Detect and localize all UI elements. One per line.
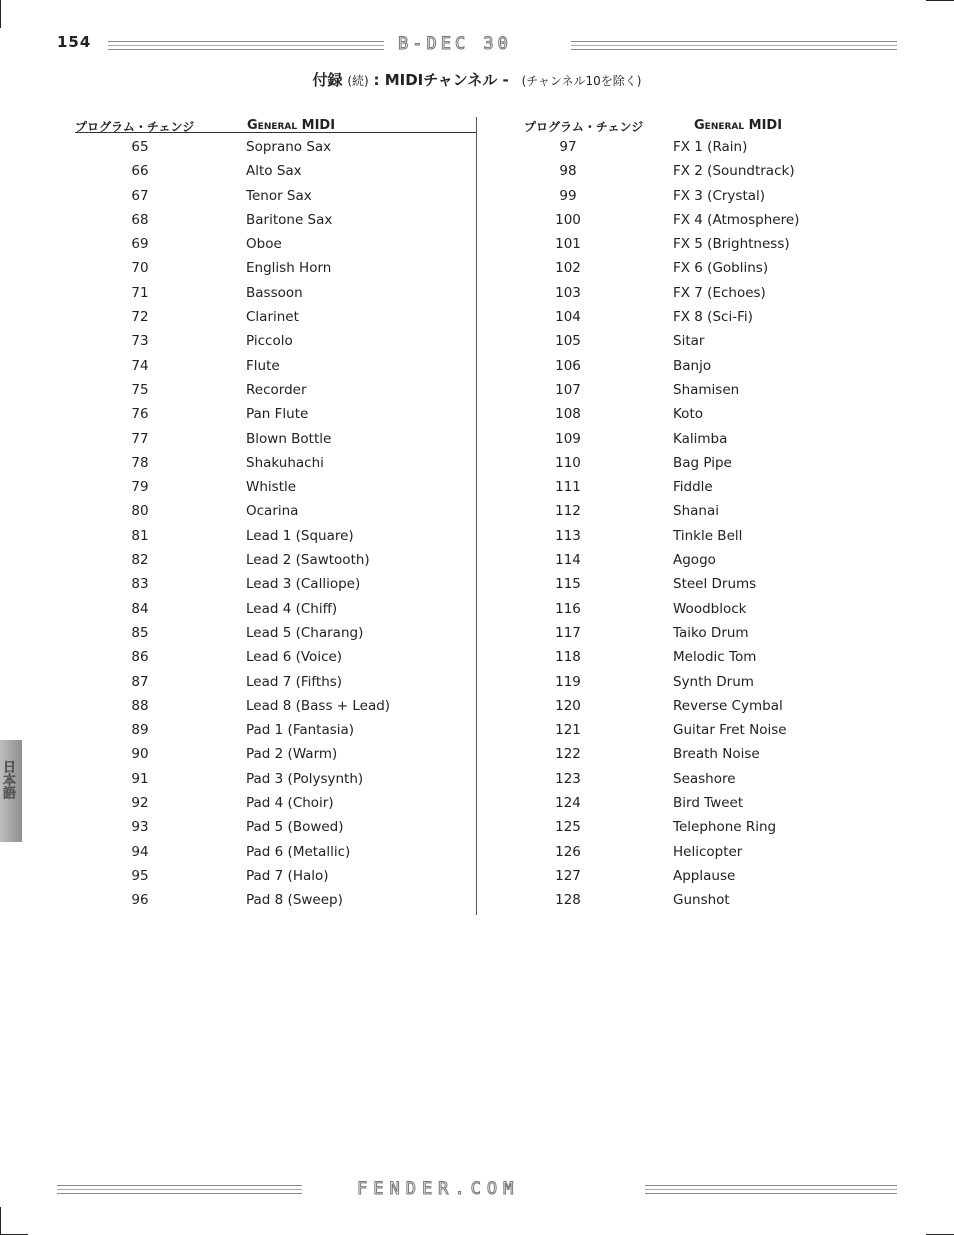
instrument-name: Steel Drums <box>673 576 757 593</box>
program-number: 98 <box>559 163 577 180</box>
crop-mark-top-right <box>926 0 954 1</box>
right-header-general-midi: General MIDI <box>694 118 783 133</box>
instrument-name: Agogo <box>673 552 716 569</box>
footer-rule-right <box>645 1185 897 1194</box>
table-row <box>477 233 954 257</box>
instrument-name: Soprano Sax <box>246 139 332 155</box>
table-row <box>0 646 476 670</box>
instrument-name: Clarinet <box>246 309 299 326</box>
program-number: 128 <box>555 892 581 909</box>
program-number: 105 <box>555 333 581 350</box>
program-number: 126 <box>555 843 581 860</box>
program-number: 93 <box>131 819 149 836</box>
language-side-tab <box>0 740 22 842</box>
instrument-name: Melodic Tom <box>673 649 757 666</box>
instrument-name: Kalimba <box>673 430 728 447</box>
program-number: 68 <box>131 211 149 228</box>
program-number: 117 <box>555 624 581 641</box>
instrument-name: Pad 6 (Metallic) <box>246 843 351 860</box>
instrument-name: Pad 8 (Sweep) <box>246 892 343 909</box>
left-header-underline <box>75 132 476 133</box>
program-number: 77 <box>131 430 149 447</box>
instrument-name: Shakuhachi <box>246 454 324 471</box>
table-row <box>0 768 476 792</box>
instrument-name: Telephone Ring <box>673 819 777 836</box>
page-number: 154 <box>57 33 92 51</box>
footer-rule-left <box>57 1185 302 1194</box>
program-number: 91 <box>131 770 149 787</box>
table-row <box>477 719 954 743</box>
title-prefix: 付録 <box>312 71 343 89</box>
program-number: 123 <box>555 770 581 787</box>
instrument-name: Lead 1 (Square) <box>246 527 354 544</box>
instrument-name: Lead 3 (Calliope) <box>246 576 361 593</box>
program-number: 92 <box>131 795 149 812</box>
table-row <box>477 792 954 816</box>
table-row <box>477 452 954 476</box>
instrument-name: Banjo <box>673 357 712 374</box>
program-number: 78 <box>131 454 149 471</box>
table-row <box>477 355 954 379</box>
program-number: 79 <box>131 479 149 496</box>
table-row <box>0 160 476 184</box>
instrument-name: Pad 5 (Bowed) <box>246 819 344 836</box>
table-row <box>477 573 954 597</box>
table-row <box>0 403 476 427</box>
table-row <box>0 500 476 524</box>
table-row <box>477 889 954 913</box>
instrument-name: Breath Noise <box>673 746 760 763</box>
table-row <box>477 379 954 403</box>
instrument-name: Recorder <box>246 381 307 398</box>
title-main: : MIDIチャンネル - <box>373 71 509 89</box>
instrument-name: Sitar <box>673 333 705 350</box>
instrument-name: Flute <box>246 357 280 374</box>
program-number: 70 <box>131 260 149 277</box>
left-header-general-midi: General MIDI <box>247 118 336 133</box>
program-number: 76 <box>131 406 149 423</box>
program-number: 116 <box>555 600 581 617</box>
program-number: 75 <box>131 381 149 398</box>
table-row <box>477 282 954 306</box>
table-row <box>477 646 954 670</box>
program-number: 113 <box>555 527 581 544</box>
instrument-name: Taiko Drum <box>673 624 749 641</box>
table-row <box>477 816 954 840</box>
table-row <box>0 428 476 452</box>
instrument-name: Lead 2 (Sawtooth) <box>246 552 370 569</box>
table-row <box>0 792 476 816</box>
instrument-name: Pad 3 (Polysynth) <box>246 770 364 787</box>
table-row <box>0 841 476 865</box>
program-number: 81 <box>131 527 149 544</box>
table-row <box>477 841 954 865</box>
instrument-name: Lead 6 (Voice) <box>246 649 343 666</box>
header-rule-left <box>108 41 384 50</box>
page-title <box>0 69 954 90</box>
instrument-name: Alto Sax <box>246 163 302 180</box>
table-row <box>0 355 476 379</box>
instrument-name: Guitar Fret Noise <box>673 722 787 739</box>
table-row <box>0 476 476 500</box>
table-row <box>0 525 476 549</box>
program-number: 122 <box>555 746 581 763</box>
table-row <box>477 160 954 184</box>
table-row <box>477 695 954 719</box>
table-row <box>477 330 954 354</box>
instrument-name: Pad 4 (Choir) <box>246 795 334 812</box>
program-number: 89 <box>131 722 149 739</box>
instrument-name: Koto <box>673 406 703 423</box>
table-row <box>0 185 476 209</box>
program-number: 99 <box>559 187 577 204</box>
table-row <box>0 743 476 767</box>
instrument-name: Pad 7 (Halo) <box>246 867 329 884</box>
table-row <box>0 719 476 743</box>
program-number: 67 <box>131 187 149 204</box>
program-number: 74 <box>131 357 149 374</box>
table-row <box>477 768 954 792</box>
table-row <box>477 865 954 889</box>
program-number: 115 <box>555 576 581 593</box>
program-number: 125 <box>555 819 581 836</box>
program-number: 65 <box>131 139 149 155</box>
instrument-name: Baritone Sax <box>246 211 333 228</box>
program-number: 112 <box>555 503 581 520</box>
program-number: 96 <box>131 892 149 909</box>
table-row <box>0 257 476 281</box>
program-number: 111 <box>555 479 581 496</box>
program-number: 127 <box>555 867 581 884</box>
instrument-name: Tinkle Bell <box>673 527 743 544</box>
instrument-name: Lead 8 (Bass + Lead) <box>246 697 391 714</box>
program-number: 106 <box>555 357 581 374</box>
program-number: 121 <box>555 722 581 739</box>
program-number: 100 <box>555 211 581 228</box>
table-row <box>0 233 476 257</box>
table-row <box>477 598 954 622</box>
table-row <box>0 209 476 233</box>
instrument-name: Bird Tweet <box>673 795 744 812</box>
program-number: 69 <box>131 236 149 253</box>
instrument-name: FX 1 (Rain) <box>673 139 748 155</box>
table-row <box>477 476 954 500</box>
table-row <box>477 428 954 452</box>
instrument-name: Tenor Sax <box>246 187 312 204</box>
instrument-name: Whistle <box>246 479 297 496</box>
program-number: 109 <box>555 430 581 447</box>
table-row <box>0 306 476 330</box>
table-row <box>477 257 954 281</box>
program-number: 87 <box>131 673 149 690</box>
instrument-name: Lead 4 (Chiff) <box>246 600 338 617</box>
instrument-name: FX 8 (Sci-Fi) <box>673 309 753 326</box>
table-row <box>0 452 476 476</box>
title-note: (チャンネル10を除く) <box>521 74 642 88</box>
instrument-name: Pad 1 (Fantasia) <box>246 722 355 739</box>
instrument-name: Bag Pipe <box>673 454 732 471</box>
table-row <box>0 136 476 160</box>
instrument-name: Pan Flute <box>246 406 309 423</box>
right-table <box>477 136 954 914</box>
program-number: 108 <box>555 406 581 423</box>
instrument-name: Oboe <box>246 236 282 253</box>
instrument-name: Bassoon <box>246 284 303 301</box>
instrument-name: FX 5 (Brightness) <box>673 236 790 253</box>
table-row <box>477 209 954 233</box>
crop-mark-top-left <box>0 0 1 28</box>
instrument-name: Lead 5 (Charang) <box>246 624 364 641</box>
table-row <box>0 598 476 622</box>
instrument-name: Shamisen <box>673 381 740 398</box>
title-continued: (続) <box>347 74 369 88</box>
table-row <box>0 671 476 695</box>
program-number: 73 <box>131 333 149 350</box>
program-number: 85 <box>131 624 149 641</box>
instrument-name: Synth Drum <box>673 673 754 690</box>
instrument-name: Pad 2 (Warm) <box>246 746 338 763</box>
left-header-program-change: プログラム・チェンジ <box>75 120 195 134</box>
instrument-name: FX 4 (Atmosphere) <box>673 211 800 228</box>
program-number: 86 <box>131 649 149 666</box>
program-number: 84 <box>131 600 149 617</box>
instrument-name: FX 3 (Crystal) <box>673 187 766 204</box>
program-number: 118 <box>555 649 581 666</box>
program-number: 101 <box>555 236 581 253</box>
program-number: 83 <box>131 576 149 593</box>
table-row <box>0 330 476 354</box>
instrument-name: Applause <box>673 867 736 884</box>
table-row <box>477 622 954 646</box>
table-row <box>0 622 476 646</box>
table-row <box>0 379 476 403</box>
table-row <box>0 573 476 597</box>
program-number: 107 <box>555 381 581 398</box>
table-row <box>477 743 954 767</box>
table-row <box>477 306 954 330</box>
right-header-program-change: プログラム・チェンジ <box>524 120 644 134</box>
program-number: 120 <box>555 697 581 714</box>
program-number: 103 <box>555 284 581 301</box>
program-number: 95 <box>131 867 149 884</box>
program-number: 114 <box>555 552 581 569</box>
instrument-name: Blown Bottle <box>246 430 332 447</box>
table-row <box>477 671 954 695</box>
crop-mark-bottom-left <box>0 1207 1 1235</box>
table-row <box>0 889 476 913</box>
table-row <box>0 695 476 719</box>
program-number: 94 <box>131 843 149 860</box>
footer-website: FENDER.COM <box>357 1179 520 1199</box>
instrument-name: Gunshot <box>673 892 730 909</box>
table-row <box>0 282 476 306</box>
instrument-name: Shanai <box>673 503 719 520</box>
program-number: 82 <box>131 552 149 569</box>
program-number: 72 <box>131 309 149 326</box>
instrument-name: Reverse Cymbal <box>673 697 783 714</box>
side-tab-label: 日本語 <box>0 760 15 799</box>
program-number: 104 <box>555 309 581 326</box>
program-number: 110 <box>555 454 581 471</box>
program-number: 102 <box>555 260 581 277</box>
program-number: 124 <box>555 795 581 812</box>
table-row <box>477 403 954 427</box>
table-row <box>0 816 476 840</box>
table-row <box>477 525 954 549</box>
program-number: 80 <box>131 503 149 520</box>
program-number: 97 <box>559 139 577 155</box>
table-row <box>477 185 954 209</box>
instrument-name: Woodblock <box>673 600 747 617</box>
instrument-name: FX 7 (Echoes) <box>673 284 766 301</box>
product-logo: B-DEC 30 <box>398 34 512 54</box>
table-row <box>477 500 954 524</box>
program-number: 71 <box>131 284 149 301</box>
program-number: 88 <box>131 697 149 714</box>
instrument-name: Ocarina <box>246 503 299 520</box>
program-number: 66 <box>131 163 149 180</box>
program-number: 90 <box>131 746 149 763</box>
instrument-name: Seashore <box>673 770 736 787</box>
table-row <box>477 136 954 160</box>
instrument-name: Piccolo <box>246 333 293 350</box>
table-row <box>477 549 954 573</box>
instrument-name: Fiddle <box>673 479 713 496</box>
header-rule-right <box>571 41 897 50</box>
instrument-name: FX 6 (Goblins) <box>673 260 769 277</box>
program-number: 119 <box>555 673 581 690</box>
instrument-name: FX 2 (Soundtrack) <box>673 163 795 180</box>
table-row <box>0 865 476 889</box>
instrument-name: Helicopter <box>673 843 743 860</box>
instrument-name: Lead 7 (Fifths) <box>246 673 343 690</box>
table-row <box>0 549 476 573</box>
left-table <box>0 136 476 914</box>
instrument-name: English Horn <box>246 260 332 277</box>
